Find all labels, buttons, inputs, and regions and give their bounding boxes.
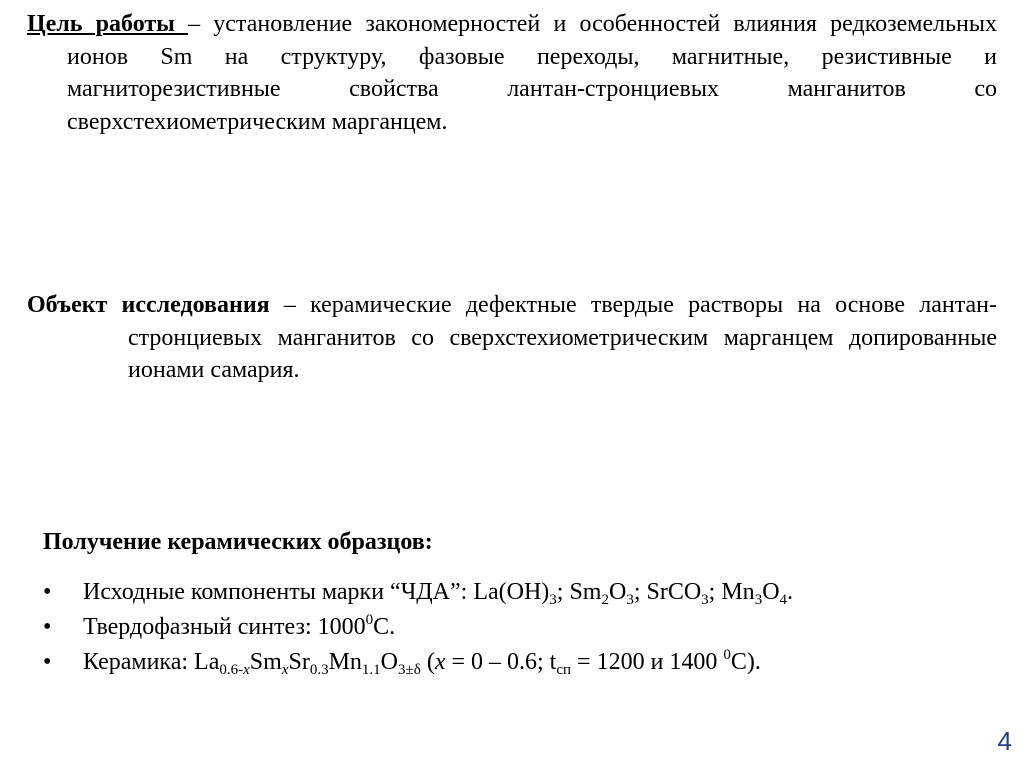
bullet-icon: • (43, 649, 52, 675)
subscript: 2 (601, 592, 609, 608)
formula-text: = 0 – 0.6; t (445, 649, 557, 675)
subscript: 3 (754, 592, 763, 608)
goal-text: – установление закономерностей и особенностей влияния редкоземельных ионов Sm на структуру, фазовые переходы, магнитные, резистивные и магниторезистивные свойства лантан-стронциевых манганитов со сверхстехиометрическим марганцем. (67, 11, 998, 135)
formula-text: C). (730, 649, 761, 675)
formula-text: O (608, 579, 627, 605)
synthesis-text: Твердофазный синтез: 1000 (83, 614, 366, 640)
formula-text: O (762, 579, 780, 605)
subscript: 4 (779, 592, 788, 608)
goal-section (27, 8, 997, 138)
goal-paragraph (27, 8, 997, 138)
object-label: Объект исследования (27, 292, 270, 318)
components-text: Исходные компоненты марки “ЧДА”: La(OH) (83, 579, 550, 605)
object-section (27, 289, 997, 387)
subscript-variable: x (243, 662, 250, 678)
samples-section (43, 526, 1003, 681)
formula-text: = 1200 и 1400 (571, 649, 724, 675)
superscript: 0 (723, 647, 731, 663)
subscript: 3 (701, 592, 709, 608)
subscript-variable: x (281, 662, 289, 678)
synthesis-unit: С. (373, 614, 396, 640)
list-item-components (43, 576, 1003, 611)
formula-text: ; SrCO (633, 579, 702, 605)
ceramics-text: Керамика: La (83, 649, 220, 675)
object-text: – керамические дефектные твердые растворы на основе лантан-стронциевых манганитов со сверхстехиометрическим марганцем допированные ионами самария. (128, 292, 997, 383)
subscript-number: 0.6- (219, 662, 244, 678)
subscript: сп (556, 662, 572, 678)
formula-text: O (380, 649, 398, 675)
goal-label: Цель работы (27, 11, 189, 37)
formula-text: ; Mn (708, 579, 755, 605)
formula-text: Sm (249, 649, 282, 675)
variable-x: x (434, 649, 446, 675)
subscript (219, 662, 249, 678)
formula-text: ( (420, 649, 435, 675)
formula-text: Mn (328, 649, 362, 675)
page-number: 4 (997, 726, 1012, 756)
formula-text: Sr (288, 649, 310, 675)
list-item-synthesis (43, 611, 1003, 646)
subscript: 3±δ (398, 662, 421, 678)
formula-text: . (787, 579, 794, 605)
subscript: 3 (626, 592, 634, 608)
formula-text: ; Sm (556, 579, 602, 605)
samples-heading: Получение керамических образцов: (43, 529, 433, 555)
subscript: 3 (549, 592, 557, 608)
subscript: 0.3 (309, 662, 329, 678)
list-item-ceramics (43, 646, 1003, 681)
samples-list (43, 576, 1003, 681)
superscript: 0 (365, 612, 374, 628)
object-paragraph (27, 289, 997, 387)
bullet-icon: • (43, 614, 52, 640)
subscript: 1.1 (361, 662, 381, 678)
bullet-icon: • (43, 579, 52, 605)
